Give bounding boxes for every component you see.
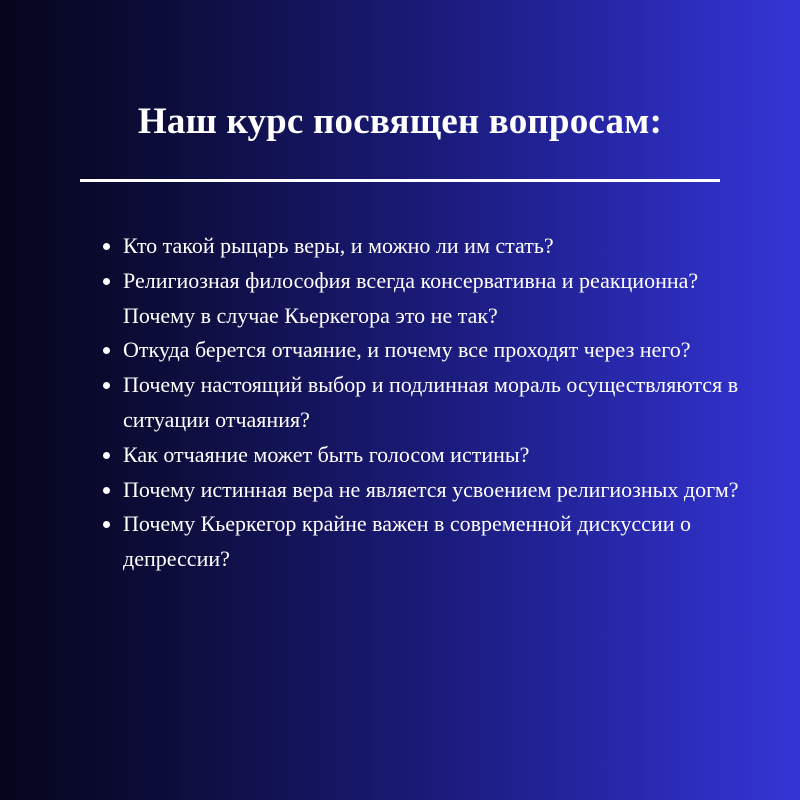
question-text: Кто такой рыцарь веры, и можно ли им стать? [123, 233, 554, 258]
question-text: Почему настоящий выбор и подлинная мораль осуществляются в ситуации отчаяния? [123, 372, 739, 432]
bullet-icon [103, 243, 110, 250]
question-text: Почему Кьеркегор крайне важен в современной дискуссии о депрессии? [123, 511, 691, 572]
list-item [102, 229, 742, 264]
question-text: Почему истинная вера не является усвоением религиозных догм? [123, 476, 739, 502]
list-item [102, 473, 742, 508]
question-text: Откуда берется отчаяние, и почему все проходят через него? [123, 337, 691, 363]
list-item [102, 368, 742, 438]
question-list [102, 229, 742, 577]
bullet-icon [103, 347, 110, 354]
list-item [102, 507, 742, 577]
list-item [102, 438, 742, 473]
list-item [102, 264, 742, 334]
title-divider [80, 179, 720, 182]
slide-title: Наш курс посвящен вопросам: [137, 101, 663, 142]
question-text: Как отчаяние может быть голосом истины? [123, 441, 530, 467]
bullet-icon [103, 278, 110, 285]
bullet-icon [103, 521, 110, 528]
list-item [102, 333, 742, 368]
bullet-icon [103, 487, 110, 494]
bullet-icon [103, 382, 110, 389]
bullet-icon [103, 452, 110, 459]
question-text: Религиозная философия всегда консервативна и реакционна? Почему в случае Кьеркегора это не так? [123, 267, 699, 328]
